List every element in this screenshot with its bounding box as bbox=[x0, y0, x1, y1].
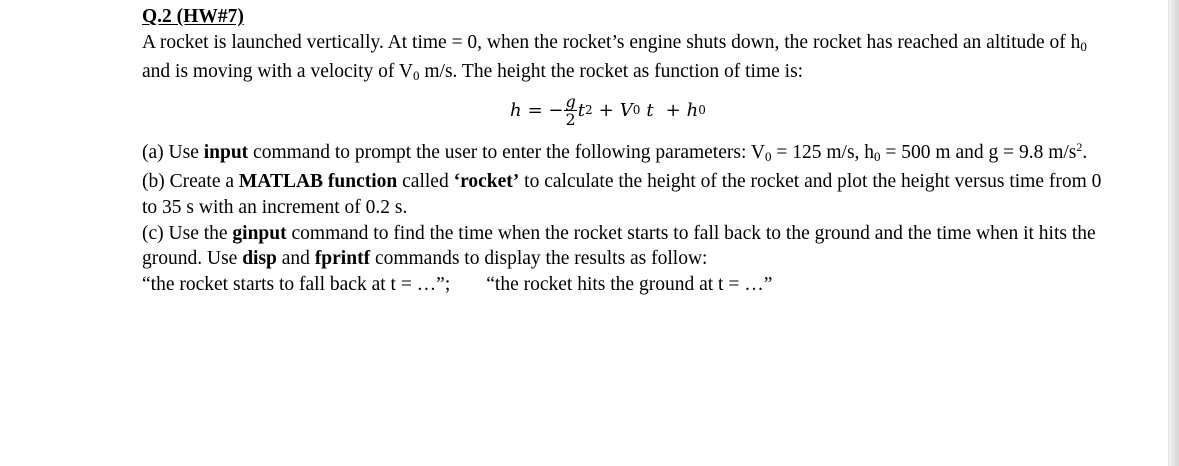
formula-fraction: $\frac{g}{2}$ bbox=[565, 92, 576, 130]
part-a: (a) Use input command to prompt the user to enter the following parameters: V0 = 125 m/s, h0 = 500 m and g = 9.8 $m/s^2$. bbox=[142, 139, 1088, 164]
problem-intro: A rocket is launched vertically. At time = 0, when the rocket’s engine shuts down, the rocket has reached an altitude of h0 and is moving with a velocity of V0 m/s. The height the rocket as function of time is: bbox=[142, 31, 1087, 84]
document-body bbox=[142, 4, 1102, 297]
part-c: (c) Use the ginput command to find the time when the rocket starts to fall back to the ground and the time when it hits the ground. Use disp and fprintf commands to display the results as follow: “the rocket starts to fall back at t = …”; “the rocket hits the ground at t = …” bbox=[142, 222, 1096, 295]
part-b: (b) Create a MATLAB function called ‘rocket’ to calculate the height of the rocket and plot the height versus time from 0 to 35 s with an increment of 0.2 s. bbox=[142, 171, 1102, 218]
output-quote-ground: “the rocket hits the ground at t = …” bbox=[486, 273, 773, 295]
height-formula: h = − $\frac{g}{2}$ t 2 + V 0 t + h 0 bbox=[510, 92, 706, 130]
question-heading: Q.2 (HW#7) bbox=[142, 6, 244, 27]
page-edge bbox=[1168, 0, 1179, 466]
output-quote-fall: “the rocket starts to fall back at t = …”; bbox=[142, 273, 451, 295]
